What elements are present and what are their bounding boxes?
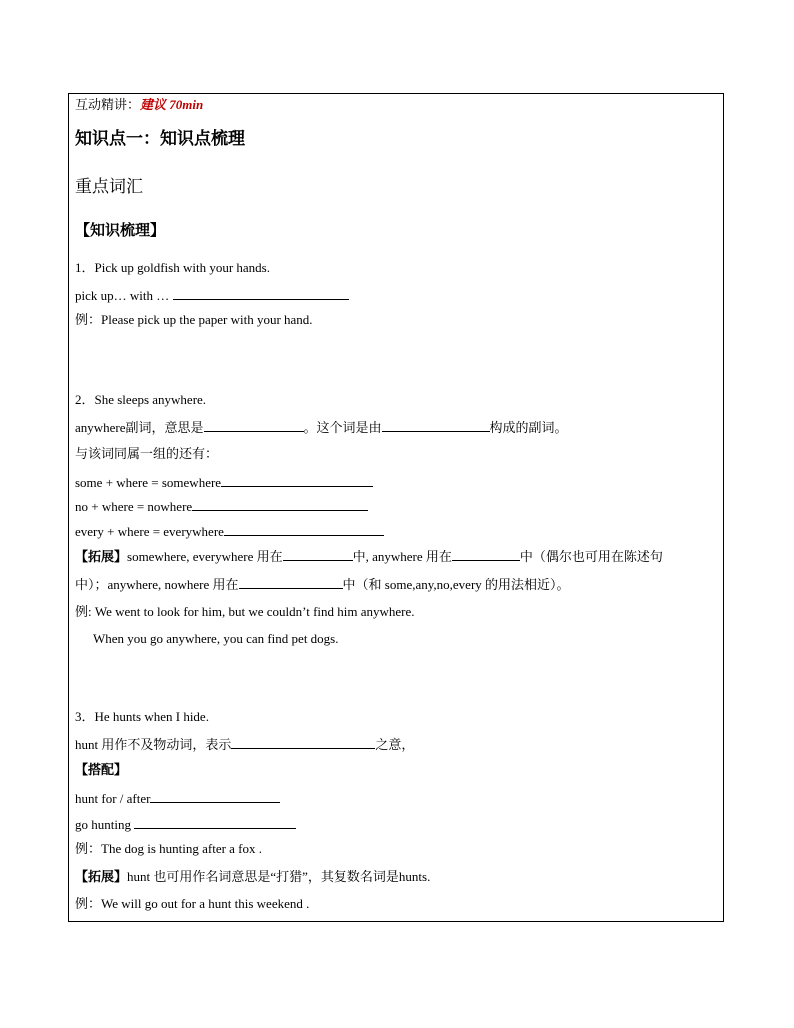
subsection-title: 【知识梳理】 bbox=[75, 221, 166, 239]
item1-phrase: pick up… with … bbox=[75, 288, 170, 303]
answer-blank[interactable] bbox=[283, 547, 353, 561]
answer-blank[interactable] bbox=[224, 522, 384, 536]
item3-collocation bbox=[75, 789, 280, 808]
header-line bbox=[75, 96, 203, 115]
item2-word-line bbox=[75, 473, 373, 492]
item1-sentence: 1．Pick up goldfish with your hands. bbox=[75, 260, 270, 275]
word-formation: no + where = nowhere bbox=[75, 499, 193, 514]
item2-example2: When you go anywhere, you can find pet dogs. bbox=[93, 631, 339, 646]
item2-extension-line2 bbox=[75, 575, 570, 594]
item2-word-line bbox=[75, 497, 368, 516]
extension-text: 中）；anywhere, nowhere 用在 bbox=[75, 577, 239, 592]
item3-extension bbox=[75, 868, 430, 887]
extension-tag: 【拓展】 bbox=[75, 870, 128, 885]
answer-blank[interactable] bbox=[221, 473, 373, 487]
item2-line1-text: 。这个词是由 bbox=[303, 420, 382, 435]
word-formation: every + where = everywhere bbox=[75, 524, 224, 539]
item1-example: 例：Please pick up the paper with your hand. bbox=[75, 312, 313, 327]
extension-text: 中（偶尔也可用在陈述句 bbox=[519, 549, 663, 564]
extension-tag: 【拓展】 bbox=[75, 550, 128, 565]
item3-line1 bbox=[75, 735, 414, 754]
extension-text: 中（和 some,any,no,every 的用法相近）。 bbox=[342, 577, 570, 592]
item2-example1: 例: We went to look for him, but we couldn’t find him anywhere. bbox=[75, 604, 415, 619]
item2-extension-line1 bbox=[75, 547, 663, 567]
item3-example: 例：The dog is hunting after a fox . bbox=[75, 841, 263, 856]
answer-blank[interactable] bbox=[239, 575, 343, 589]
page-title: 知识点一：知识点梳理 bbox=[75, 129, 245, 149]
item2-word-line bbox=[75, 522, 384, 541]
extension-text: hunt 也可用作名词意思是“打猎”，其复数名词是hunts. bbox=[127, 869, 431, 884]
answer-blank[interactable] bbox=[231, 735, 375, 749]
answer-blank[interactable] bbox=[134, 815, 296, 829]
item2-line1-text: 构成的副词。 bbox=[489, 420, 568, 435]
header-label: 互动精讲： bbox=[75, 98, 141, 113]
item2-line1 bbox=[75, 418, 568, 437]
word-formation: some + where = somewhere bbox=[75, 475, 222, 490]
extension-text: somewhere, everywhere 用在 bbox=[127, 549, 283, 564]
item2-group-intro: 与该词同属一组的还有： bbox=[75, 446, 219, 461]
item3-line1-text: hunt 用作不及物动词，表示 bbox=[75, 737, 232, 752]
answer-blank[interactable] bbox=[192, 497, 368, 511]
item2-sentence: 2．She sleeps anywhere. bbox=[75, 392, 207, 407]
extension-text: 中, anywhere 用在 bbox=[352, 549, 452, 564]
answer-blank[interactable] bbox=[382, 418, 490, 432]
item3-line1-text: 之意， bbox=[375, 737, 415, 752]
answer-blank[interactable] bbox=[204, 418, 304, 432]
section-title: 重点词汇 bbox=[75, 177, 143, 197]
item3-example2: 例：We will go out for a hunt this weekend . bbox=[75, 896, 310, 911]
item3-collocation bbox=[75, 815, 296, 834]
item2-line1-text: anywhere副词，意思是 bbox=[75, 420, 204, 435]
answer-blank[interactable] bbox=[150, 789, 280, 803]
item3-sentence: 3．He hunts when I hide. bbox=[75, 709, 209, 724]
collocation-text: go hunting bbox=[75, 817, 131, 832]
time-suggestion: 建议 70min bbox=[140, 97, 204, 112]
answer-blank[interactable] bbox=[173, 286, 349, 300]
item1-phrase-line bbox=[75, 286, 349, 305]
collocation-text: hunt for / after bbox=[75, 791, 151, 806]
collocation-tag: 【搭配】 bbox=[75, 763, 128, 778]
answer-blank[interactable] bbox=[452, 547, 520, 561]
